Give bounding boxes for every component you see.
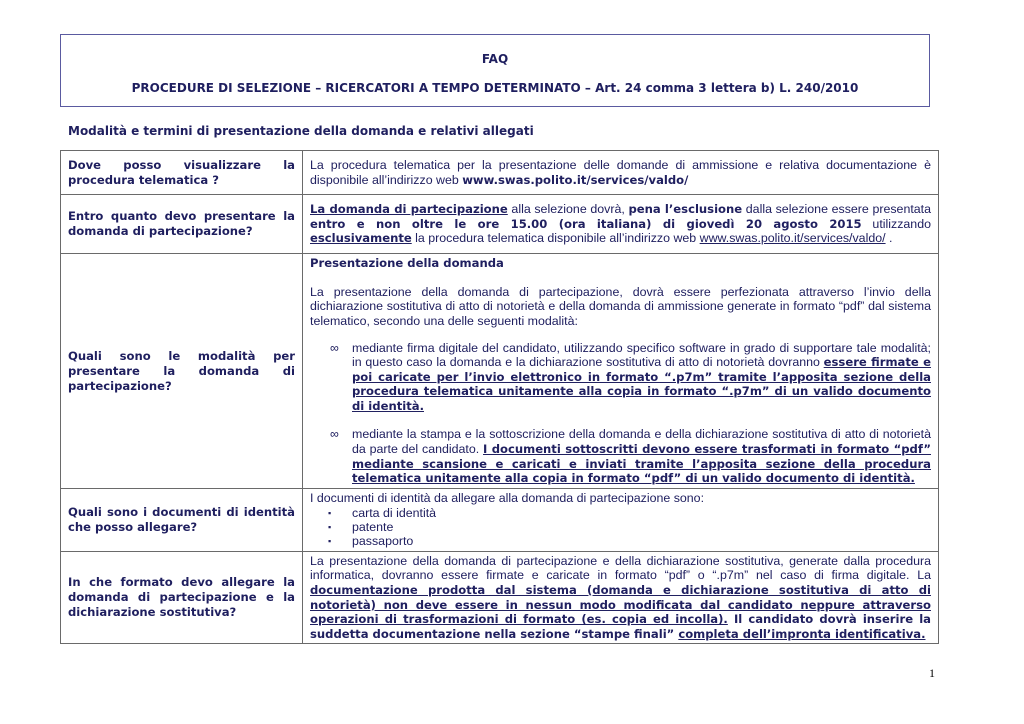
square-bullet-icon: ▪ bbox=[328, 536, 332, 547]
answer-bold: completa dell’impronta identificativa. bbox=[678, 626, 926, 641]
answer-deadline: entro e non oltre le ore 15.00 (ora italiana) di giovedì 20 agosto 2015 bbox=[310, 216, 862, 231]
header-title: FAQ bbox=[481, 52, 509, 66]
list-item-text: carta di identità bbox=[352, 505, 437, 520]
list-item-text: passaporto bbox=[352, 534, 414, 549]
answer-bold: documentazione prodotta dal sistema (domanda e dichiarazione sostitutiva di atto di notorietà) non deve essere in nessun modo modificata dal candidato neppure attraverso operazioni di trasformazioni di formato (es. copia ed incolla). bbox=[310, 583, 931, 627]
list-item-bold: I documenti sottoscritti devono essere trasformati in formato “pdf” mediante scansione e caricati e inviati tramite l’apposita sezione della procedura telematica unitamente alla copia in formato “pdf” di un valido documento di identità. bbox=[352, 442, 931, 486]
question-cell: In che formato devo allegare la domanda di partecipazione e la dichiarazione sostitutiva? bbox=[61, 551, 303, 644]
answer-intro: I documenti di identità da allegare alla domanda di partecipazione sono: bbox=[310, 491, 705, 505]
list-item bbox=[310, 520, 931, 534]
list-item bbox=[310, 534, 931, 548]
modality-list bbox=[310, 341, 931, 486]
document-list bbox=[310, 506, 931, 549]
list-item-bold: essere firmate e poi caricate per l’invio elettronico in formato “.p7m” tramite l’apposita sezione della procedura telematica unitamente alla copia in formato “.p7m” di un valido documento di identità. bbox=[352, 355, 932, 413]
square-bullet-icon: ▪ bbox=[328, 507, 332, 518]
list-item bbox=[310, 506, 931, 520]
answer-bold: esclusivamente bbox=[310, 231, 412, 246]
list-item-text: mediante la stampa e la sottoscrizione della domanda e della dichiarazione sostitutiva di atto di notorietà da parte del candidato. bbox=[352, 427, 931, 457]
infinity-bullet-icon: ∞ bbox=[330, 340, 339, 355]
header-subtitle: PROCEDURE DI SELEZIONE – RICERCATORI A TEMPO DETERMINATO – Art. 24 comma 3 lettera b) L. 240/2010 bbox=[131, 81, 859, 95]
list-item-text: mediante firma digitale del candidato, utilizzando specifico software in grado di supportare tale modalità; in questo caso la domanda e la dichiarazione sostitutiva di atto di notorietà dovranno bbox=[352, 340, 931, 370]
list-item bbox=[310, 427, 931, 485]
url-link[interactable]: www.swas.polito.it/services/valdo/ bbox=[699, 231, 886, 246]
table-row bbox=[61, 195, 939, 254]
table-row bbox=[61, 551, 939, 644]
section-title: Modalità e termini di presentazione della domanda e relativi allegati bbox=[68, 124, 534, 138]
answer-text: la procedura telematica disponibile all’indirizzo web bbox=[411, 231, 700, 246]
infinity-bullet-icon: ∞ bbox=[330, 427, 339, 442]
answer-bold: Il candidato dovrà inserire la suddetta documentazione nella sezione “stampe finali” bbox=[310, 612, 931, 641]
answer-intro: La presentazione della domanda di partecipazione, dovrà essere perfezionata attraverso l’invio della dichiarazione sostitutiva di atto di notorietà e della domanda di ammissione generate in formato “pdf” dal sistema telematico, secondo una delle seguenti modalità: bbox=[310, 284, 931, 328]
answer-heading-text: Presentazione della domanda bbox=[310, 256, 504, 271]
header-box bbox=[60, 34, 930, 107]
list-item-text: patente bbox=[352, 520, 394, 534]
table-row bbox=[61, 151, 939, 195]
question-cell: Entro quanto devo presentare la domanda di partecipazione? bbox=[61, 195, 303, 254]
question-cell: Dove posso visualizzare la procedura telematica ? bbox=[61, 151, 303, 195]
answer-cell bbox=[303, 195, 939, 254]
answer-cell bbox=[303, 551, 939, 644]
answer-bold: La domanda di partecipazione bbox=[310, 202, 508, 217]
answer-text: alla selezione dovrà, bbox=[507, 202, 629, 217]
answer-cell bbox=[303, 254, 939, 489]
page-number: 1 bbox=[929, 666, 935, 680]
answer-text: utilizzando bbox=[861, 216, 931, 231]
answer-heading bbox=[310, 256, 931, 271]
square-bullet-icon: ▪ bbox=[328, 522, 332, 532]
table-row bbox=[61, 489, 939, 552]
question-cell: Quali sono le modalità per presentare la domanda di partecipazione? bbox=[61, 254, 303, 489]
answer-text: . bbox=[885, 231, 893, 246]
table-row bbox=[61, 254, 939, 489]
answer-text: dalla selezione essere presentata bbox=[742, 202, 932, 217]
list-item bbox=[310, 341, 931, 414]
question-cell: Quali sono i documenti di identità che posso allegare? bbox=[61, 489, 303, 552]
answer-text: La presentazione della domanda di partecipazione e della dichiarazione sostitutiva, generate dalla procedura informatica, dovranno essere firmate e caricate in formato “pdf” o “.p7m” nel caso di firma digitale. La bbox=[310, 553, 931, 583]
answer-cell bbox=[303, 151, 939, 195]
answer-bold: pena l’esclusione bbox=[628, 202, 743, 217]
answer-cell bbox=[303, 489, 939, 552]
url-link[interactable]: www.swas.polito.it/services/valdo/ bbox=[462, 172, 689, 187]
faq-table bbox=[60, 150, 939, 644]
answer-text: La procedura telematica per la presentazione delle domande di ammissione e relativa documentazione è disponibile all’indirizzo web bbox=[310, 157, 931, 187]
